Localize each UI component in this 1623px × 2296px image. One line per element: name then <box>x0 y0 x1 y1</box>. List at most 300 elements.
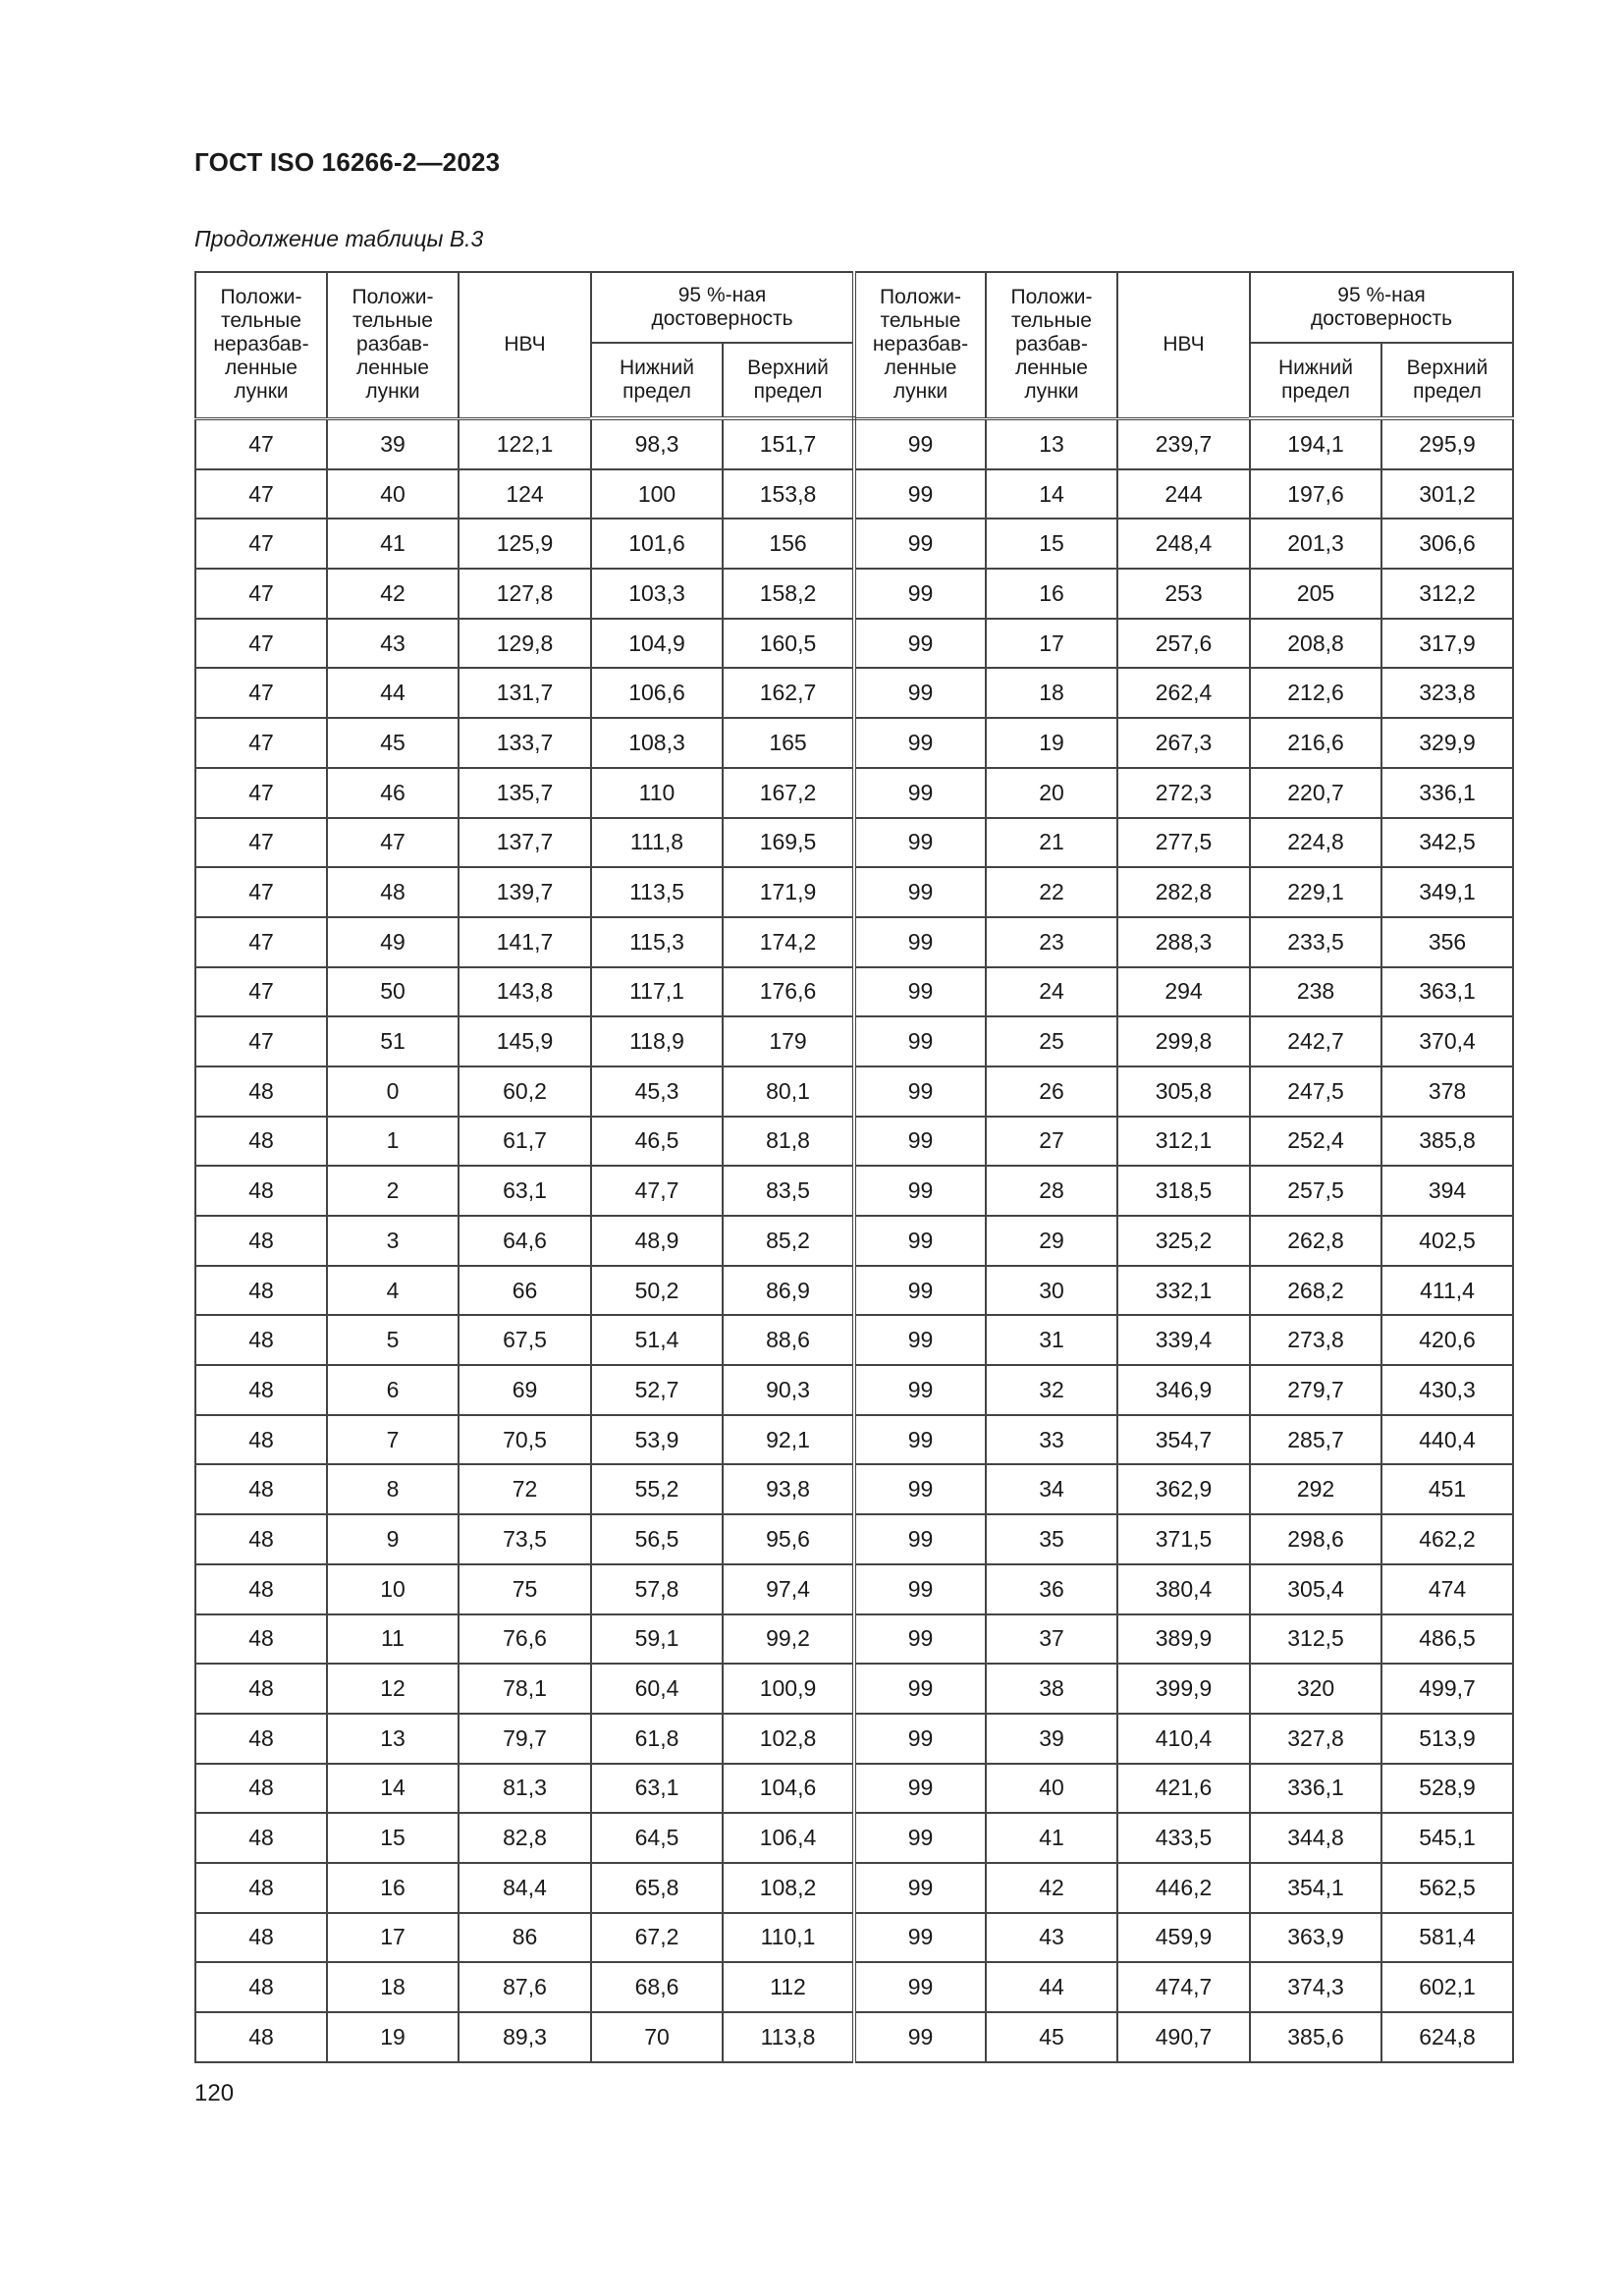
table-cell: 131,7 <box>459 668 591 718</box>
table-cell: 48 <box>195 1415 327 1465</box>
table-cell: 89,3 <box>459 2012 591 2062</box>
table-caption: Продолжение таблицы В.3 <box>194 226 484 251</box>
table-cell: 285,7 <box>1250 1415 1381 1465</box>
table-cell: 268,2 <box>1250 1266 1381 1316</box>
table-cell: 56,5 <box>591 1514 723 1564</box>
table-cell: 64,5 <box>591 1813 723 1863</box>
table-body <box>195 418 1513 2062</box>
table-cell: 332,1 <box>1117 1266 1250 1316</box>
table-cell: 34 <box>986 1464 1117 1514</box>
table-cell: 32 <box>986 1365 1117 1415</box>
table-cell: 30 <box>986 1266 1117 1316</box>
table-cell: 262,8 <box>1250 1216 1381 1266</box>
table-cell: 70,5 <box>459 1415 591 1465</box>
table-cell: 320 <box>1250 1664 1381 1714</box>
table-cell: 247,5 <box>1250 1066 1381 1117</box>
table-cell: 99 <box>854 1166 986 1216</box>
table-cell: 102,8 <box>723 1714 854 1764</box>
table-cell: 113,8 <box>723 2012 854 2062</box>
table-cell: 101,6 <box>591 519 723 569</box>
table-cell: 295,9 <box>1381 418 1513 469</box>
table-cell: 95,6 <box>723 1514 854 1564</box>
table-cell: 48 <box>195 1714 327 1764</box>
table-cell: 52,7 <box>591 1365 723 1415</box>
table-cell: 229,1 <box>1250 867 1381 917</box>
table-cell: 112 <box>723 1962 854 2012</box>
table-cell: 110 <box>591 768 723 818</box>
table-cell: 46 <box>327 768 459 818</box>
page-number: 120 <box>194 2080 235 2106</box>
table-row <box>195 917 1513 967</box>
table-cell: 17 <box>986 619 1117 669</box>
table-cell: 40 <box>327 469 459 519</box>
table-cell: 312,1 <box>1117 1117 1250 1167</box>
header-confidence: 95 %-ная достоверность <box>591 272 854 343</box>
header-pos-undiluted: Положи- тельные неразбав- ленные лунки <box>195 272 327 418</box>
table-cell: 169,5 <box>723 818 854 868</box>
table-cell: 31 <box>986 1315 1117 1365</box>
table-cell: 156 <box>723 519 854 569</box>
table-cell: 78,1 <box>459 1664 591 1714</box>
table-cell: 165 <box>723 718 854 768</box>
table-cell: 99 <box>854 1764 986 1814</box>
table-cell: 323,8 <box>1381 668 1513 718</box>
table-cell: 212,6 <box>1250 668 1381 718</box>
table-cell: 279,7 <box>1250 1365 1381 1415</box>
table-cell: 402,5 <box>1381 1216 1513 1266</box>
table-cell: 363,1 <box>1381 967 1513 1017</box>
table-cell: 47 <box>195 867 327 917</box>
table-row <box>195 418 1513 469</box>
table-cell: 197,6 <box>1250 469 1381 519</box>
table-cell: 238 <box>1250 967 1381 1017</box>
table-cell: 61,8 <box>591 1714 723 1764</box>
data-table <box>194 271 1514 2063</box>
table-cell: 103,3 <box>591 569 723 619</box>
table-row <box>195 1863 1513 1913</box>
table-cell: 430,3 <box>1381 1365 1513 1415</box>
table-row <box>195 519 1513 569</box>
table-row <box>195 768 1513 818</box>
table-cell: 294 <box>1117 967 1250 1017</box>
table-cell: 50,2 <box>591 1266 723 1316</box>
table-row <box>195 668 1513 718</box>
table-cell: 66 <box>459 1266 591 1316</box>
table-cell: 325,2 <box>1117 1216 1250 1266</box>
table-cell: 88,6 <box>723 1315 854 1365</box>
table-cell: 16 <box>986 569 1117 619</box>
table-cell: 99 <box>854 668 986 718</box>
table-cell: 48 <box>195 1464 327 1514</box>
table-cell: 305,8 <box>1117 1066 1250 1117</box>
table-row <box>195 1016 1513 1066</box>
table-cell: 216,6 <box>1250 718 1381 768</box>
table-cell: 48 <box>195 1117 327 1167</box>
table-cell: 36 <box>986 1564 1117 1614</box>
table-cell: 99 <box>854 1714 986 1764</box>
document-title: ГОСТ ISO 16266-2—2023 <box>194 147 501 177</box>
table-row <box>195 1216 1513 1266</box>
table-cell: 158,2 <box>723 569 854 619</box>
table-cell: 2 <box>327 1166 459 1216</box>
table-cell: 374,3 <box>1250 1962 1381 2012</box>
table-cell: 305,4 <box>1250 1564 1381 1614</box>
table-cell: 48 <box>195 2012 327 2062</box>
table-cell: 252,4 <box>1250 1117 1381 1167</box>
table-cell: 99 <box>854 619 986 669</box>
header-pos-diluted: Положи- тельные разбав- ленные лунки <box>327 272 459 418</box>
table-cell: 15 <box>986 519 1117 569</box>
table-cell: 20 <box>986 768 1117 818</box>
table-cell: 421,6 <box>1117 1764 1250 1814</box>
header-upper-limit: Верхний предел <box>1381 343 1513 418</box>
table-cell: 25 <box>986 1016 1117 1066</box>
table-cell: 135,7 <box>459 768 591 818</box>
table-cell: 44 <box>986 1962 1117 2012</box>
table-cell: 288,3 <box>1117 917 1250 967</box>
table-cell: 48 <box>195 1664 327 1714</box>
table-cell: 39 <box>327 418 459 469</box>
table-cell: 299,8 <box>1117 1016 1250 1066</box>
table-cell: 99 <box>854 469 986 519</box>
table-cell: 5 <box>327 1315 459 1365</box>
table-cell: 394 <box>1381 1166 1513 1216</box>
header-upper-limit: Верхний предел <box>723 343 854 418</box>
table-cell: 125,9 <box>459 519 591 569</box>
table-cell: 35 <box>986 1514 1117 1564</box>
table-row <box>195 1714 1513 1764</box>
table-row <box>195 1415 1513 1465</box>
table-cell: 48 <box>195 1216 327 1266</box>
table-cell: 239,7 <box>1117 418 1250 469</box>
table-row <box>195 1365 1513 1415</box>
table-row <box>195 1913 1513 1963</box>
table-cell: 371,5 <box>1117 1514 1250 1564</box>
table-cell: 7 <box>327 1415 459 1465</box>
table-cell: 59,1 <box>591 1614 723 1665</box>
table-cell: 257,5 <box>1250 1166 1381 1216</box>
table-cell: 70 <box>591 2012 723 2062</box>
table-cell: 47 <box>195 718 327 768</box>
table-cell: 354,1 <box>1250 1863 1381 1913</box>
table-row <box>195 1066 1513 1117</box>
table-cell: 349,1 <box>1381 867 1513 917</box>
table-cell: 76,6 <box>459 1614 591 1665</box>
table-cell: 83,5 <box>723 1166 854 1216</box>
table-cell: 41 <box>327 519 459 569</box>
table-cell: 3 <box>327 1216 459 1266</box>
table-cell: 499,7 <box>1381 1664 1513 1714</box>
table-cell: 39 <box>986 1714 1117 1764</box>
table-cell: 90,3 <box>723 1365 854 1415</box>
table-cell: 99 <box>854 1514 986 1564</box>
table-cell: 99 <box>854 1315 986 1365</box>
table-cell: 18 <box>986 668 1117 718</box>
table-cell: 99 <box>854 1464 986 1514</box>
table-cell: 42 <box>327 569 459 619</box>
table-cell: 306,6 <box>1381 519 1513 569</box>
table-cell: 389,9 <box>1117 1614 1250 1665</box>
table-cell: 47 <box>195 519 327 569</box>
table-cell: 176,6 <box>723 967 854 1017</box>
table-cell: 86 <box>459 1913 591 1963</box>
table-cell: 545,1 <box>1381 1813 1513 1863</box>
table-cell: 99 <box>854 1117 986 1167</box>
table-row <box>195 1266 1513 1316</box>
table-cell: 99 <box>854 1016 986 1066</box>
table-cell: 99 <box>854 2012 986 2062</box>
table-cell: 242,7 <box>1250 1016 1381 1066</box>
header-confidence: 95 %-ная достоверность <box>1250 272 1513 343</box>
table-cell: 433,5 <box>1117 1813 1250 1863</box>
table-cell: 115,3 <box>591 917 723 967</box>
table-cell: 37 <box>986 1614 1117 1665</box>
table-cell: 362,9 <box>1117 1464 1250 1514</box>
table-cell: 72 <box>459 1464 591 1514</box>
table-cell: 106,4 <box>723 1813 854 1863</box>
table-cell: 28 <box>986 1166 1117 1216</box>
table-cell: 208,8 <box>1250 619 1381 669</box>
table-cell: 137,7 <box>459 818 591 868</box>
table-cell: 48 <box>195 1514 327 1564</box>
header-mpn: НВЧ <box>459 272 591 418</box>
table-cell: 336,1 <box>1250 1764 1381 1814</box>
table-cell: 49 <box>327 917 459 967</box>
table-cell: 346,9 <box>1117 1365 1250 1415</box>
table-row <box>195 1315 1513 1365</box>
table-cell: 47 <box>195 469 327 519</box>
table-cell: 282,8 <box>1117 867 1250 917</box>
table-cell: 47 <box>195 818 327 868</box>
table-cell: 273,8 <box>1250 1315 1381 1365</box>
table-cell: 47,7 <box>591 1166 723 1216</box>
table-cell: 48 <box>195 1863 327 1913</box>
table-cell: 53,9 <box>591 1415 723 1465</box>
table-cell: 162,7 <box>723 668 854 718</box>
table-cell: 45 <box>327 718 459 768</box>
table-cell: 99 <box>854 718 986 768</box>
table-cell: 65,8 <box>591 1863 723 1913</box>
table-cell: 399,9 <box>1117 1664 1250 1714</box>
table-cell: 22 <box>986 867 1117 917</box>
table-row <box>195 718 1513 768</box>
table-cell: 378 <box>1381 1066 1513 1117</box>
table-row <box>195 569 1513 619</box>
table-cell: 26 <box>986 1066 1117 1117</box>
header-pos-diluted: Положи- тельные разбав- ленные лунки <box>986 272 1117 418</box>
table-cell: 233,5 <box>1250 917 1381 967</box>
table-cell: 411,4 <box>1381 1266 1513 1316</box>
table-cell: 127,8 <box>459 569 591 619</box>
table-cell: 84,4 <box>459 1863 591 1913</box>
table-cell: 624,8 <box>1381 2012 1513 2062</box>
table-cell: 133,7 <box>459 718 591 768</box>
table-cell: 363,9 <box>1250 1913 1381 1963</box>
table-cell: 15 <box>327 1813 459 1863</box>
table-cell: 68,6 <box>591 1962 723 2012</box>
table-cell: 194,1 <box>1250 418 1381 469</box>
table-cell: 48 <box>195 1066 327 1117</box>
table-cell: 513,9 <box>1381 1714 1513 1764</box>
table-cell: 562,5 <box>1381 1863 1513 1913</box>
table-cell: 99 <box>854 1614 986 1665</box>
table-cell: 385,8 <box>1381 1117 1513 1167</box>
table-cell: 118,9 <box>591 1016 723 1066</box>
table-cell: 67,2 <box>591 1913 723 1963</box>
table-cell: 99 <box>854 1962 986 2012</box>
table-cell: 111,8 <box>591 818 723 868</box>
table-cell: 179 <box>723 1016 854 1066</box>
table-cell: 97,4 <box>723 1564 854 1614</box>
table-cell: 0 <box>327 1066 459 1117</box>
header-lower-limit: Нижний предел <box>591 343 723 418</box>
table-cell: 60,4 <box>591 1664 723 1714</box>
table-cell: 10 <box>327 1564 459 1614</box>
table-cell: 420,6 <box>1381 1315 1513 1365</box>
table-cell: 47 <box>327 818 459 868</box>
table-cell: 151,7 <box>723 418 854 469</box>
table-cell: 451 <box>1381 1464 1513 1514</box>
table-row <box>195 1764 1513 1814</box>
table-row <box>195 1117 1513 1167</box>
table-cell: 602,1 <box>1381 1962 1513 2012</box>
table-cell: 99 <box>854 1365 986 1415</box>
table-cell: 253 <box>1117 569 1250 619</box>
table-cell: 43 <box>327 619 459 669</box>
table-cell: 44 <box>327 668 459 718</box>
table-cell: 14 <box>986 469 1117 519</box>
table-cell: 6 <box>327 1365 459 1415</box>
table-cell: 46,5 <box>591 1117 723 1167</box>
table-cell: 8 <box>327 1464 459 1514</box>
table-cell: 48 <box>195 1962 327 2012</box>
table-cell: 145,9 <box>459 1016 591 1066</box>
table-cell: 11 <box>327 1614 459 1665</box>
table-cell: 86,9 <box>723 1266 854 1316</box>
table-cell: 23 <box>986 917 1117 967</box>
table-cell: 100 <box>591 469 723 519</box>
table-cell: 92,1 <box>723 1415 854 1465</box>
table-cell: 380,4 <box>1117 1564 1250 1614</box>
table-cell: 29 <box>986 1216 1117 1266</box>
table-cell: 528,9 <box>1381 1764 1513 1814</box>
table-cell: 45,3 <box>591 1066 723 1117</box>
table-row <box>195 818 1513 868</box>
table-cell: 318,5 <box>1117 1166 1250 1216</box>
table-cell: 99 <box>854 917 986 967</box>
table-cell: 81,3 <box>459 1764 591 1814</box>
table-cell: 40 <box>986 1764 1117 1814</box>
table-cell: 108,2 <box>723 1863 854 1913</box>
table-cell: 99 <box>854 967 986 1017</box>
table-cell: 339,4 <box>1117 1315 1250 1365</box>
table-cell: 99 <box>854 1863 986 1913</box>
table-cell: 33 <box>986 1415 1117 1465</box>
table-cell: 298,6 <box>1250 1514 1381 1564</box>
table-cell: 73,5 <box>459 1514 591 1564</box>
table-row <box>195 1564 1513 1614</box>
table-header-row-1 <box>195 272 1513 343</box>
table-cell: 459,9 <box>1117 1913 1250 1963</box>
table-cell: 104,9 <box>591 619 723 669</box>
table-cell: 21 <box>986 818 1117 868</box>
table-cell: 50 <box>327 967 459 1017</box>
table-cell: 143,8 <box>459 967 591 1017</box>
table-row <box>195 1166 1513 1216</box>
table-cell: 48 <box>195 1813 327 1863</box>
table-cell: 462,2 <box>1381 1514 1513 1564</box>
table-row <box>195 1514 1513 1564</box>
table-cell: 63,1 <box>459 1166 591 1216</box>
table-cell: 174,2 <box>723 917 854 967</box>
table-cell: 99 <box>854 818 986 868</box>
table-cell: 257,6 <box>1117 619 1250 669</box>
table-cell: 87,6 <box>459 1962 591 2012</box>
table-cell: 160,5 <box>723 619 854 669</box>
table-cell: 63,1 <box>591 1764 723 1814</box>
table-cell: 47 <box>195 967 327 1017</box>
table-cell: 248,4 <box>1117 519 1250 569</box>
table-cell: 57,8 <box>591 1564 723 1614</box>
table-cell: 16 <box>327 1863 459 1913</box>
table-cell: 581,4 <box>1381 1913 1513 1963</box>
table-cell: 201,3 <box>1250 519 1381 569</box>
table-cell: 244 <box>1117 469 1250 519</box>
table-cell: 82,8 <box>459 1813 591 1863</box>
table-cell: 69 <box>459 1365 591 1415</box>
table-cell: 99 <box>854 768 986 818</box>
table-cell: 329,9 <box>1381 718 1513 768</box>
table-row <box>195 867 1513 917</box>
table-cell: 410,4 <box>1117 1714 1250 1764</box>
table-cell: 17 <box>327 1913 459 1963</box>
table-cell: 27 <box>986 1117 1117 1167</box>
table-cell: 106,6 <box>591 668 723 718</box>
table-cell: 79,7 <box>459 1714 591 1764</box>
table-row <box>195 1464 1513 1514</box>
table-cell: 99 <box>854 1266 986 1316</box>
table-cell: 99 <box>854 1564 986 1614</box>
table-cell: 122,1 <box>459 418 591 469</box>
table-cell: 12 <box>327 1664 459 1714</box>
table-cell: 370,4 <box>1381 1016 1513 1066</box>
table-cell: 99,2 <box>723 1614 854 1665</box>
table-cell: 336,1 <box>1381 768 1513 818</box>
table-cell: 48 <box>195 1266 327 1316</box>
table-cell: 104,6 <box>723 1764 854 1814</box>
table-cell: 48 <box>327 867 459 917</box>
table-cell: 171,9 <box>723 867 854 917</box>
table-cell: 446,2 <box>1117 1863 1250 1913</box>
table-cell: 474 <box>1381 1564 1513 1614</box>
table-cell: 41 <box>986 1813 1117 1863</box>
table-cell: 385,6 <box>1250 2012 1381 2062</box>
table-cell: 48,9 <box>591 1216 723 1266</box>
table-cell: 108,3 <box>591 718 723 768</box>
table-cell: 98,3 <box>591 418 723 469</box>
table-cell: 99 <box>854 1216 986 1266</box>
table-cell: 110,1 <box>723 1913 854 1963</box>
table-cell: 60,2 <box>459 1066 591 1117</box>
table-cell: 474,7 <box>1117 1962 1250 2012</box>
table-cell: 47 <box>195 768 327 818</box>
table-cell: 205 <box>1250 569 1381 619</box>
table-row <box>195 1614 1513 1665</box>
table-cell: 81,8 <box>723 1117 854 1167</box>
table-cell: 18 <box>327 1962 459 2012</box>
table-row <box>195 1962 1513 2012</box>
table-cell: 317,9 <box>1381 619 1513 669</box>
